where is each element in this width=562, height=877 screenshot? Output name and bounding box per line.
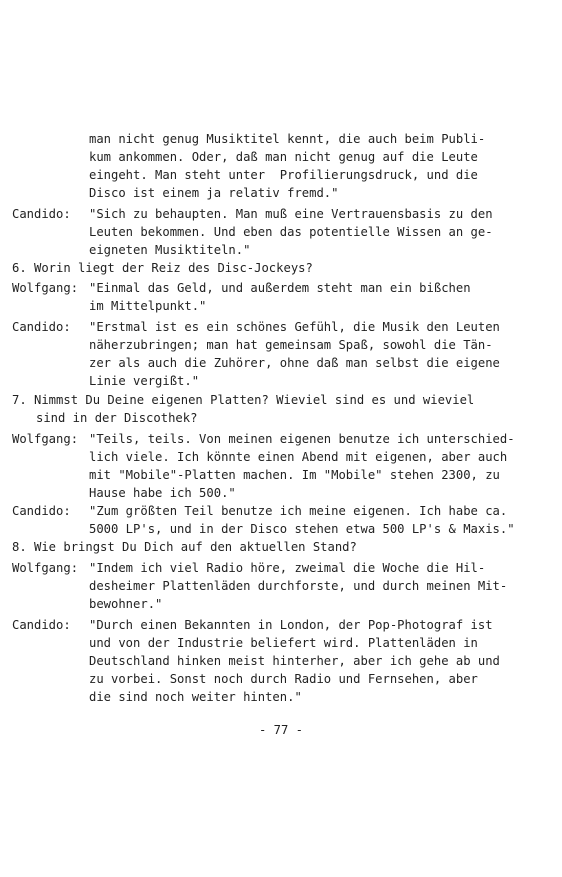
text-line: Hause habe ich 500." bbox=[89, 486, 236, 500]
speaker-label: Candido: bbox=[12, 618, 71, 632]
speaker-label: Wolfgang: bbox=[12, 281, 79, 295]
text-line: bewohner." bbox=[89, 597, 163, 611]
text-line: zu vorbei. Sonst noch durch Radio und Fernsehen, aber bbox=[89, 672, 478, 686]
text-line: lich viele. Ich könnte einen Abend mit eigenen, aber auch bbox=[89, 450, 508, 464]
speaker-label: Wolfgang: bbox=[12, 561, 79, 575]
text-line: desheimer Plattenläden durchforste, und durch meinen Mit- bbox=[89, 579, 508, 593]
speaker-label: Candido: bbox=[12, 504, 71, 518]
text-line: "Indem ich viel Radio höre, zweimal die Woche die Hil- bbox=[89, 561, 486, 575]
speaker-label: Candido: bbox=[12, 320, 71, 334]
question-line: 6. Worin liegt der Reiz des Disc-Jockeys? bbox=[12, 261, 313, 275]
text-line: "Erstmal ist es ein schönes Gefühl, die Musik den Leuten bbox=[89, 320, 500, 334]
text-line: mit "Mobile"-Platten machen. Im "Mobile" stehen 2300, zu bbox=[89, 468, 500, 482]
text-line: die sind noch weiter hinten." bbox=[89, 690, 302, 704]
text-line: kum ankommen. Oder, daß man nicht genug auf die Leute bbox=[89, 150, 478, 164]
question-line: 8. Wie bringst Du Dich auf den aktuellen Stand? bbox=[12, 540, 357, 554]
question-line: sind in der Discothek? bbox=[36, 411, 198, 425]
text-line: "Zum größten Teil benutze ich meine eigenen. Ich habe ca. bbox=[89, 504, 508, 518]
speaker-label: Wolfgang: bbox=[12, 432, 79, 446]
text-line: Disco ist einem ja relativ fremd." bbox=[89, 186, 339, 200]
page-number: - 77 - bbox=[258, 723, 304, 737]
text-line: und von der Industrie beliefert wird. Plattenläden in bbox=[89, 636, 478, 650]
text-line: im Mittelpunkt." bbox=[89, 299, 207, 313]
text-line: zer als auch die Zuhörer, ohne daß man selbst die eigene bbox=[89, 356, 500, 370]
text-line: "Teils, teils. Von meinen eigenen benutze ich unterschied- bbox=[89, 432, 515, 446]
speaker-label: Candido: bbox=[12, 207, 71, 221]
text-line: "Durch einen Bekannten in London, der Pop-Photograf ist bbox=[89, 618, 493, 632]
text-line: eingeht. Man steht unter Profilierungsdruck, und die bbox=[89, 168, 478, 182]
question-line: 7. Nimmst Du Deine eigenen Platten? Wieviel sind es und wieviel bbox=[12, 393, 475, 407]
text-line: man nicht genug Musiktitel kennt, die auch beim Publi- bbox=[89, 132, 486, 146]
text-line: "Einmal das Geld, und außerdem steht man ein bißchen bbox=[89, 281, 471, 295]
text-line: Leuten bekommen. Und eben das potentielle Wissen an ge- bbox=[89, 225, 493, 239]
text-line: "Sich zu behaupten. Man muß eine Vertrauensbasis zu den bbox=[89, 207, 493, 221]
text-line: Linie vergißt." bbox=[89, 374, 200, 388]
text-line: eigneten Musiktiteln." bbox=[89, 243, 251, 257]
text-line: Deutschland hinken meist hinterher, aber ich gehe ab und bbox=[89, 654, 500, 668]
text-line: 5000 LP's, und in der Disco stehen etwa 500 LP's & Maxis." bbox=[89, 522, 515, 536]
text-line: näherzubringen; man hat gemeinsam Spaß, sowohl die Tän- bbox=[89, 338, 493, 352]
